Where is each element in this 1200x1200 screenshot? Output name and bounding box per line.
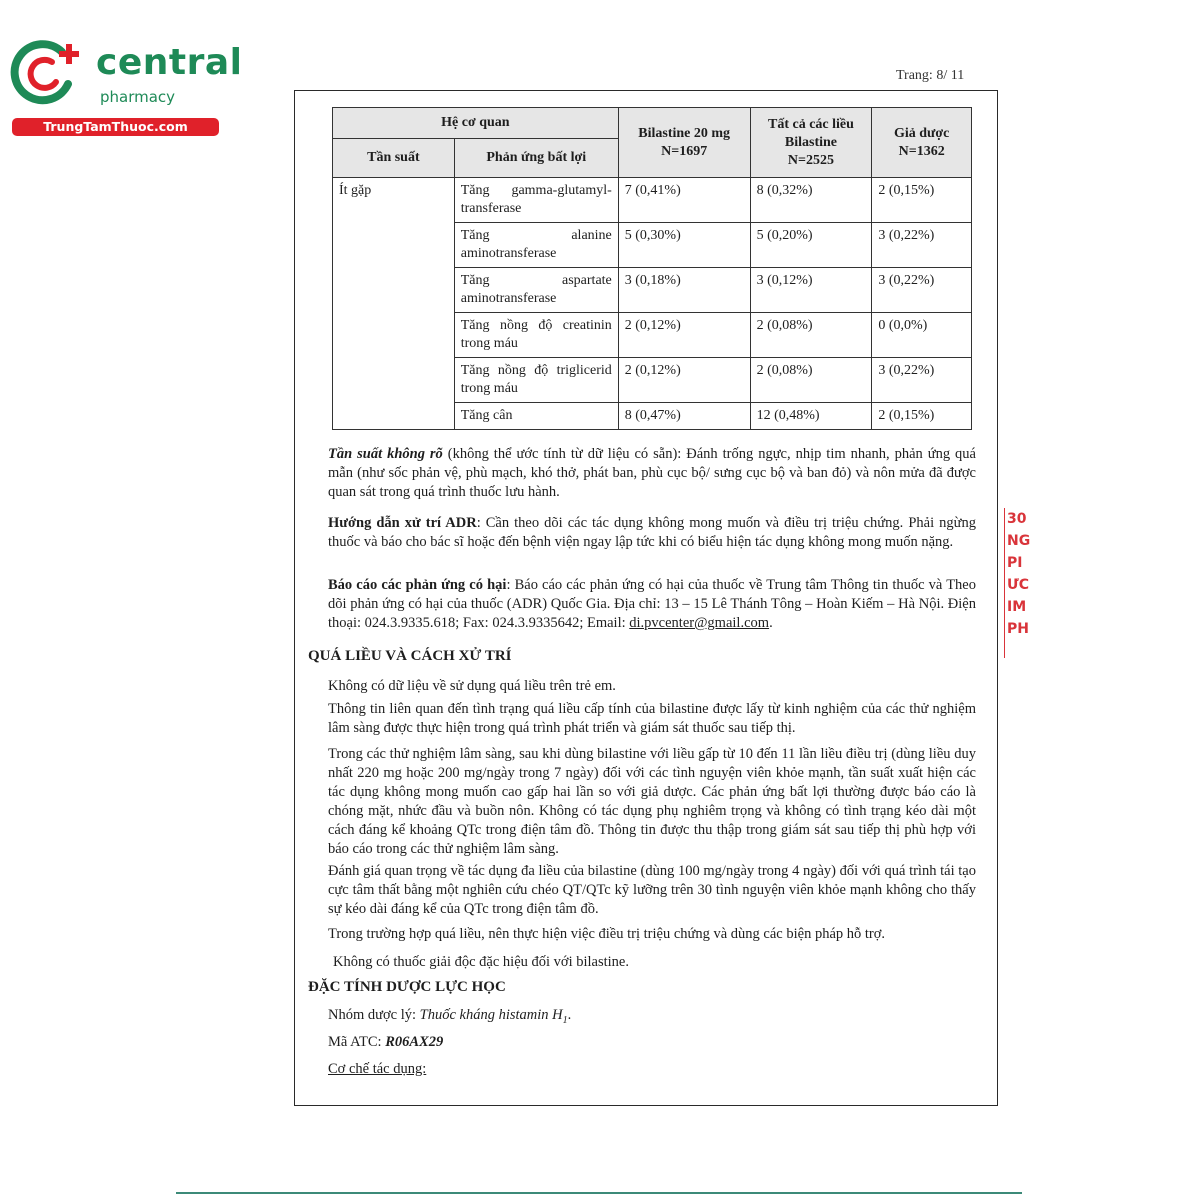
mechanism-heading: Cơ chế tác dụng: (328, 1061, 427, 1077)
all-doses-cell: 5 (0,20%) (750, 223, 872, 268)
all-doses-cell: 8 (0,32%) (750, 178, 872, 223)
overdose-paragraph-5: Trong trường hợp quá liều, nên thực hiện việc điều trị triệu chứng và dùng các biện pháp hỗ trợ. (328, 926, 886, 942)
b20-cell: 5 (0,30%) (618, 223, 750, 268)
reaction-cell: Tăng cân (454, 403, 618, 430)
placebo-cell: 2 (0,15%) (872, 403, 972, 430)
b20-cell: 2 (0,12%) (618, 358, 750, 403)
b20-cell: 8 (0,47%) (618, 403, 750, 430)
table-row (333, 178, 972, 223)
bilastine-20mg-header: Bilastine 20 mg N=1697 (618, 108, 750, 178)
pharmacy-cross-logo-icon (10, 38, 90, 110)
overdose-paragraph-2: Thông tin liên quan đến tình trạng quá liều cấp tính của bilastine được lấy từ kinh nghiệm của các thử nghiệm lâm sàng được thực hiện trong quá trình phát triển và giám sát thuốc sau tiếp thị. (328, 701, 976, 736)
placebo-cell: 2 (0,15%) (872, 178, 972, 223)
overdose-paragraph-6: Không có thuốc giải độc đặc hiệu đối với bilastine. (333, 954, 629, 970)
all-doses-cell: 2 (0,08%) (750, 358, 872, 403)
b20-cell: 2 (0,12%) (618, 313, 750, 358)
b20-cell: 7 (0,41%) (618, 178, 750, 223)
adr-guide-paragraph: Hướng dẫn xử trí ADR: Cần theo dõi các tác dụng không mong muốn và điều trị triệu chứng. Phải ngừng thuốc và báo cho bác sĩ hoặc đến bệnh viện ngay lập tức khi có biểu hiện tác dụng không mong muốn nặng. (328, 515, 976, 550)
unknown-frequency-label: Tần suất không rõ (328, 446, 443, 462)
placebo-header: Giả dược N=1362 (872, 108, 972, 178)
all-doses-header: Tất cả các liều Bilastine N=2525 (750, 108, 872, 178)
reaction-cell: Tăng aspartate aminotransferase (454, 268, 618, 313)
report-paragraph: Báo cáo các phản ứng có hại: Báo cáo các phản ứng có hại của thuốc về Trung tâm Thông tin thuốc và Theo dõi phản ứng có hại của thuốc (ADR) Quốc Gia. Địa chỉ: 13 – 15 Lê Thánh Tông – Hoàn Kiếm – Hà Nội. Điện thoại: 024.3.9335.618; Fax: 024.3.9335642; Email: di.pvcenter@gmail.com. (328, 577, 976, 631)
report-label: Báo cáo các phản ứng có hại (328, 577, 507, 593)
all-doses-cell: 2 (0,08%) (750, 313, 872, 358)
organ-system-header: Hệ cơ quan (333, 108, 619, 139)
placebo-cell: 0 (0,0%) (872, 313, 972, 358)
logo-website: TrungTamThuoc.com (12, 118, 219, 136)
b20-cell: 3 (0,18%) (618, 268, 750, 313)
overdose-paragraph-4: Đánh giá quan trọng về tác dụng đa liều của bilastine (dùng 100 mg/ngày trong 4 ngày) đối với quá trình tái tạo cực tâm thất bằng một nghiên cứu chéo QT/QTc kỹ lưỡng trên 30 tình nguyện viên khỏe mạnh không cho thấy sự kéo dài đáng kể của QTc trong điện tâm đồ. (328, 863, 976, 917)
adverse-reaction-header: Phản ứng bất lợi (454, 139, 618, 178)
placebo-cell: 3 (0,22%) (872, 268, 972, 313)
all-doses-cell: 12 (0,48%) (750, 403, 872, 430)
atc-code: Mã ATC: R06AX29 (328, 1034, 444, 1050)
pharmacodynamics-heading: ĐẶC TÍNH DƯỢC LỰC HỌC (308, 979, 506, 995)
pharmacological-group: Nhóm dược lý: Thuốc kháng histamin $H_1$. (328, 1007, 572, 1026)
red-stamp-fragment: 30 NG PI ƯC IM PH (1004, 508, 1029, 658)
overdose-heading: QUÁ LIỀU VÀ CÁCH XỬ TRÍ (308, 648, 512, 664)
adr-guide-label: Hướng dẫn xử trí ADR (328, 515, 477, 531)
reaction-cell: Tăng gamma-glutamyl-transferase (454, 178, 618, 223)
placebo-cell: 3 (0,22%) (872, 223, 972, 268)
overdose-paragraph-3: Trong các thử nghiệm lâm sàng, sau khi dùng bilastine với liều gấp từ 10 đến 11 lần liều điều trị (dùng liều duy nhất 220 mg hoặc 200 mg/ngày trong 7 ngày) đối với các tình nguyện viên khỏe mạnh, tần suất xuất hiện các tác dụng không mong muốn cao gấp hai lần so với giả dược. Các phản ứng bất lợi thường được báo cáo là chóng mặt, nhức đầu và buồn nôn. Không có tác dụng phụ nghiêm trọng và không có tình trạng kéo dài một cách đáng kể khoảng QTc trong điện tâm đồ. Thông tin được thu thập trong giám sát sau tiếp thị phù hợp với báo cáo trong các thử nghiệm lâm sàng. (328, 746, 976, 857)
all-doses-cell: 3 (0,12%) (750, 268, 872, 313)
atc-code-value: R06AX29 (385, 1034, 444, 1050)
reaction-cell: Tăng nồng độ triglicerid trong máu (454, 358, 618, 403)
overdose-paragraph-1: Không có dữ liệu về sử dụng quá liều trên trẻ em. (328, 678, 616, 694)
adverse-reactions-table (332, 107, 972, 430)
report-email-link[interactable]: di.pvcenter@gmail.com (629, 615, 770, 631)
footer-divider (176, 1192, 1022, 1194)
reaction-cell: Tăng nồng độ creatinin trong máu (454, 313, 618, 358)
frequency-header: Tần suất (333, 139, 455, 178)
logo-brand: central (96, 42, 243, 83)
unknown-frequency-paragraph: Tần suất không rõ (không thể ước tính từ dữ liệu có sẵn): Đánh trống ngực, nhịp tim nhanh, phản ứng quá mẫn (như sốc phản vệ, phù mạch, khó thở, phát ban, phù cục bộ/ sưng cục bộ và ban đỏ) và nôn mửa đã được quan sát trong quá trình thuốc lưu hành. (328, 446, 976, 500)
logo-subtitle: pharmacy (100, 88, 176, 106)
page-number: Trang: 8/ 11 (896, 68, 965, 83)
central-pharmacy-logo[interactable] (10, 38, 243, 138)
placebo-cell: 3 (0,22%) (872, 358, 972, 403)
frequency-cell: Ít gặp (333, 178, 455, 430)
reaction-cell: Tăng alanine aminotransferase (454, 223, 618, 268)
